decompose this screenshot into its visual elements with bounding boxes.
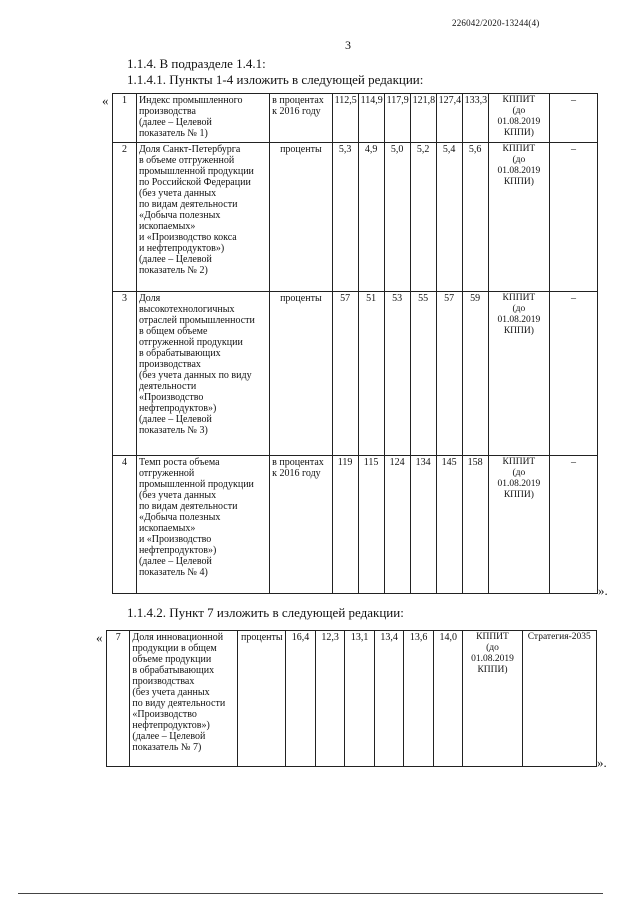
value-cell: 121,8 <box>410 94 436 143</box>
value-cell: 119 <box>332 456 358 594</box>
responsible-cell: КППИТ (до 01.08.2019 КППИ) <box>488 94 549 143</box>
indicator-7-table <box>106 630 597 767</box>
section-subheading: 1.1.4.1. Пункты 1-4 изложить в следующей редакции: <box>127 72 424 87</box>
page-number: 3 <box>345 38 351 52</box>
value-cell: 13,4 <box>374 631 404 767</box>
table-1-close-quote: ». <box>598 583 608 598</box>
indicator-name: Доля высокотехнологичных отраслей промышленности в общем объеме отгруженной продукции в обрабатывающих производствах (без учета данных по виду деятельности «Производство нефтепродуктов») (далее – Целевой показатель № 3) <box>136 292 269 456</box>
value-cell: 55 <box>410 292 436 456</box>
unit-cell: в процентах к 2016 году <box>270 456 332 594</box>
value-cell: 5,4 <box>436 143 462 292</box>
value-cell: 5,0 <box>384 143 410 292</box>
value-cell: 127,4 <box>436 94 462 143</box>
value-cell: 13,1 <box>345 631 375 767</box>
value-cell: 114,9 <box>358 94 384 143</box>
value-cell: 13,6 <box>404 631 434 767</box>
table-row <box>107 631 597 767</box>
responsible-cell: КППИТ (до 01.08.2019 КППИ) <box>463 631 522 767</box>
indicator-name: Доля инновационной продукции в общем объеме продукции в обрабатывающих производствах (без учета данных по виду деятельности «Производство нефтепродуктов») (далее – Целевой показатель № 7) <box>130 631 238 767</box>
value-cell: 16,4 <box>286 631 316 767</box>
bottom-divider <box>18 893 603 894</box>
table-1-open-quote: « <box>102 93 109 108</box>
row-number: 2 <box>113 143 137 292</box>
value-cell: 57 <box>436 292 462 456</box>
value-cell: 59 <box>462 292 488 456</box>
responsible-cell: КППИТ (до 01.08.2019 КППИ) <box>488 456 549 594</box>
row-number: 4 <box>113 456 137 594</box>
note-cell: – <box>550 94 598 143</box>
row-number: 1 <box>113 94 137 143</box>
row-number: 3 <box>113 292 137 456</box>
responsible-cell: КППИТ (до 01.08.2019 КППИ) <box>488 292 549 456</box>
value-cell: 5,2 <box>410 143 436 292</box>
value-cell: 134 <box>410 456 436 594</box>
value-cell: 5,6 <box>462 143 488 292</box>
value-cell: 112,5 <box>332 94 358 143</box>
value-cell: 14,0 <box>433 631 463 767</box>
responsible-cell: КППИТ (до 01.08.2019 КППИ) <box>488 143 549 292</box>
value-cell: 53 <box>384 292 410 456</box>
value-cell: 5,3 <box>332 143 358 292</box>
table-row <box>113 143 598 292</box>
note-cell: – <box>550 456 598 594</box>
section-heading-2: 1.1.4.2. Пункт 7 изложить в следующей редакции: <box>127 605 404 620</box>
unit-cell: проценты <box>270 292 332 456</box>
table-row <box>113 292 598 456</box>
table-row <box>113 456 598 594</box>
value-cell: 57 <box>332 292 358 456</box>
value-cell: 158 <box>462 456 488 594</box>
value-cell: 133,3 <box>462 94 488 143</box>
indicators-table <box>112 93 598 594</box>
value-cell: 12,3 <box>315 631 345 767</box>
indicator-name: Темп роста объема отгруженной промышленной продукции (без учета данных по видам деятельности «Добыча полезных ископаемых» и «Производство нефтепродуктов») (далее – Целевой показатель № 4) <box>136 456 269 594</box>
note-cell: Стратегия-2035 <box>522 631 596 767</box>
value-cell: 145 <box>436 456 462 594</box>
value-cell: 51 <box>358 292 384 456</box>
unit-cell: в процентах к 2016 году <box>270 94 332 143</box>
note-cell: – <box>550 292 598 456</box>
value-cell: 4,9 <box>358 143 384 292</box>
value-cell: 124 <box>384 456 410 594</box>
table-2-open-quote: « <box>96 630 103 645</box>
unit-cell: проценты <box>270 143 332 292</box>
value-cell: 117,9 <box>384 94 410 143</box>
section-heading: 1.1.4. В подразделе 1.4.1: <box>127 56 266 71</box>
document-number: 226042/2020-13244(4) <box>452 18 540 28</box>
table-2-close-quote: ». <box>597 755 607 770</box>
indicator-name: Доля Санкт-Петербурга в объеме отгруженной промышленной продукции по Российской Федерации (без учета данных по видам деятельности «Добыча полезных ископаемых» и «Производство кокса и нефтепродуктов») (далее – Целевой показатель № 2) <box>136 143 269 292</box>
value-cell: 115 <box>358 456 384 594</box>
table-row <box>113 94 598 143</box>
indicator-name: Индекс промышленного производства (далее – Целевой показатель № 1) <box>136 94 269 143</box>
row-number: 7 <box>107 631 130 767</box>
unit-cell: проценты <box>238 631 286 767</box>
note-cell: – <box>550 143 598 292</box>
